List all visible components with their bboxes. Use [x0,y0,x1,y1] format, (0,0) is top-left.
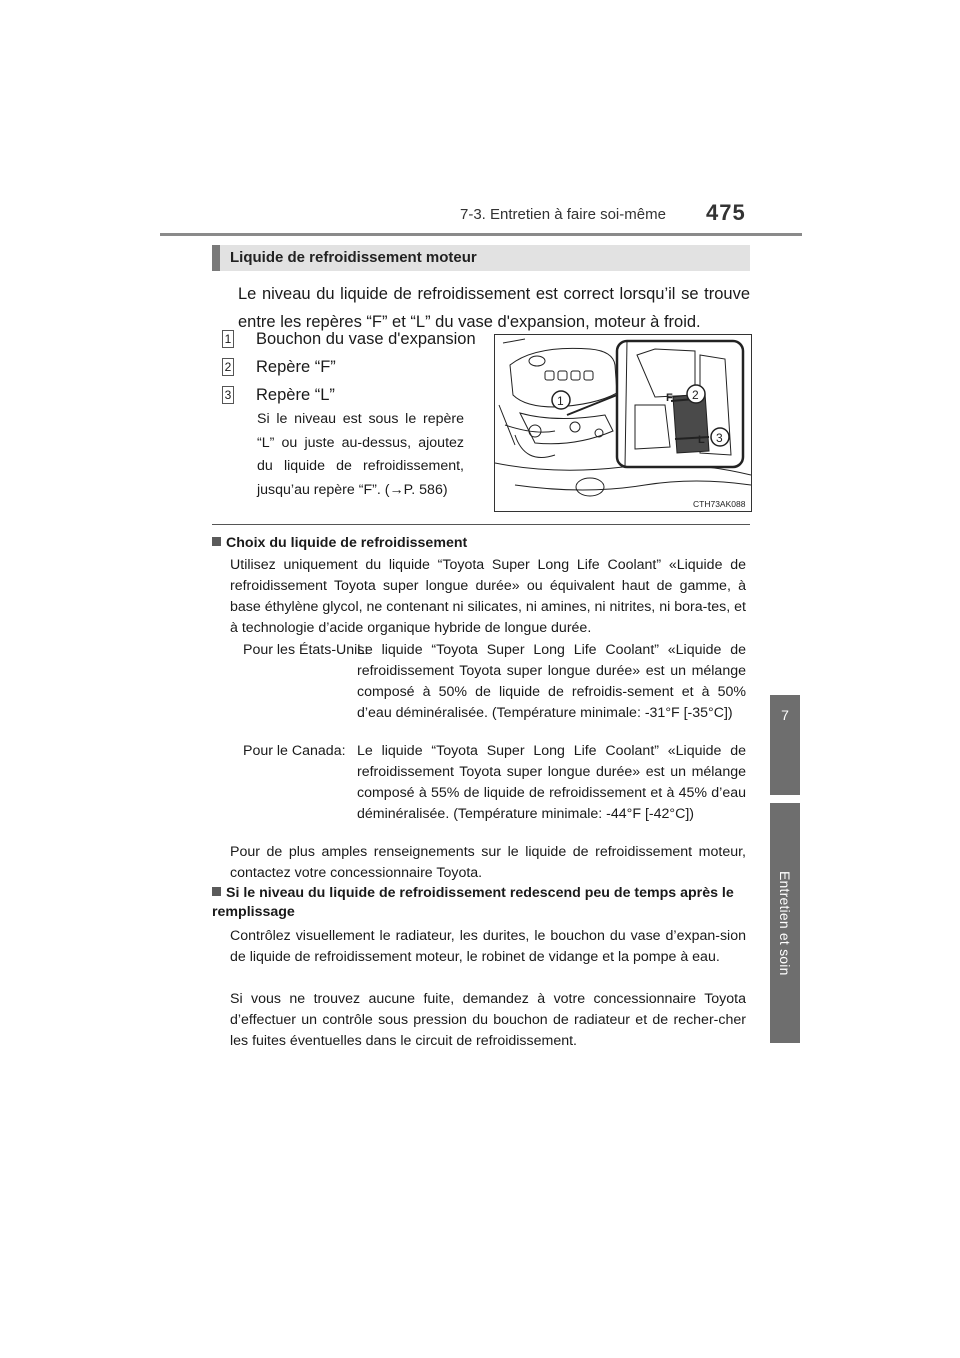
region-label-us: Pour les États-Unis: [243,642,369,658]
section-breadcrumb: 7-3. Entretien à faire soi-même [460,206,666,223]
header-rule [160,233,802,236]
list-item-label: Bouchon du vase d'expansion [256,329,476,348]
drop-heading-text: Si le niveau du liquide de refroidissement redescend peu de temps après le remplissage [212,885,734,920]
list-item-label: Repère “F” [256,357,336,376]
chapter-tab-text: Entretien et soin [777,870,793,976]
engine-bay-illustration [494,334,752,512]
page-number: 475 [706,200,746,225]
chapter-tab-number: 7 [770,695,800,795]
figure-mark-l: L [698,434,705,446]
drop-paragraph-2: Si vous ne trouvez aucune fuite, demandez à votre concessionnaire Toyota d’effectuer un contrôle sous pression du bouchon de radiateur et de recher-cher les fuites éventuelles dans le circuit de refroidissement. [230,991,746,1049]
number-box: 1 [222,330,234,348]
choice-paragraph: Utilisez uniquement du liquide “Toyota Super Long Life Coolant” «Liquide de refroidissement Toyota super longue durée» ou équivalent haut de gamme, à base éthylène glycol, ne contenant ni silicates, ni amines, ni nitrites, ni bora-tes, et à technologie d’acide organique hybride de longue durée. [230,557,746,636]
drop-heading [212,884,752,922]
choice-heading-text: Choix du liquide de refroidissement [226,535,468,551]
region-label-canada: Pour le Canada: [243,743,346,759]
region-text-canada: Le liquide “Toyota Super Long Life Coolant” «Liquide de refroidissement Toyota super longue durée» est un mélange composé à 55% de liquide de refroidissement et à 45% d’eau déminéralisée. (Température minimale: -44°F [-42°C]) [357,743,746,822]
section-title: Liquide de refroidissement moteur [230,249,477,266]
section-title-bar [212,245,750,271]
callout-1: 1 [557,394,564,408]
list-item [222,328,476,350]
list-item-label: Repère “L” [256,385,335,404]
bullet-square-icon [212,887,221,896]
engine-bay-drawing [495,335,751,511]
chapter-tab-label [770,803,800,1043]
number-box: 2 [222,358,234,376]
callout-3: 3 [716,431,723,445]
list-item [222,356,336,378]
figure-code: CTH73AK088 [693,499,746,509]
choice-heading [212,534,752,553]
figure-mark-f: F [666,392,673,404]
refill-note: Si le niveau est sous le repère “L” ou juste au-dessus, ajoutez du liquide de refroidissement, jusqu’au repère “F”. (→P. 586) [257,411,464,498]
region-text-us: Le liquide “Toyota Super Long Life Coolant” «Liquide de refroidissement Toyota super longue durée» est un mélange composé à 50% de liquide de refroidis-sement et à 50% d’eau déminéralisée. (Température minimale: -31°F [-35°C]) [357,642,746,721]
lead-paragraph: Le niveau du liquide de refroidissement est correct lorsqu’il se trouve entre les repères “F” et “L” du vase d'expansion, moteur à froid. [238,285,750,331]
number-box: 3 [222,386,234,404]
callout-2: 2 [692,388,699,402]
list-item [222,384,335,406]
section-divider [212,524,750,525]
drop-paragraph-1: Contrôlez visuellement le radiateur, les durites, le bouchon du vase d’expan-sion de liquide de refroidissement moteur, le robinet de vidange et la pompe à eau. [230,928,746,965]
choice-footer: Pour de plus amples renseignements sur le liquide de refroidissement moteur, contactez votre concessionnaire Toyota. [230,844,746,881]
bullet-square-icon [212,537,221,546]
